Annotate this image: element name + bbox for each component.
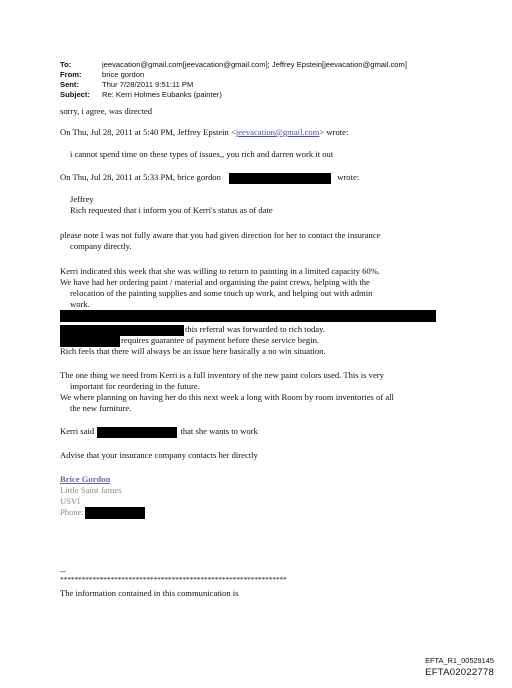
trailer-info: The information contained in this communication is — [60, 588, 239, 598]
redaction-block — [60, 336, 120, 347]
plan-line-1: We where planning on having her do this next week a long with Room by room inventories of all — [60, 392, 394, 402]
greeting: Jeffrey — [70, 194, 94, 204]
footer-id-2: EFTA02022778 — [425, 667, 494, 678]
redaction-block — [97, 427, 177, 438]
redaction-row — [60, 310, 436, 322]
reply-line: sorry, i agree, was directed — [60, 106, 153, 116]
rich-request: Rich requested that i inform you of Kerri's status as of date — [70, 205, 273, 215]
quote1-prefix: On Thu, Jul 28, 2011 at 5:40 PM, Jeffrey Epstein < — [60, 127, 236, 137]
referral-line — [60, 324, 325, 336]
phone-label: Phone: — [60, 507, 84, 517]
signature-name[interactable]: Brice Gordon — [60, 474, 111, 484]
sent-label: Sent: — [60, 80, 79, 89]
quote2-prefix: On Thu, Jul 28, 2011 at 5:33 PM, brice gordon — [60, 172, 221, 182]
guarantee-text: requires guarantee of payment before these service begin. — [121, 335, 320, 345]
kerri-line-2: We have had her ordering paint / material and organising the paint crews, helping with the — [60, 277, 370, 287]
from-label: From: — [60, 70, 82, 79]
quote2-header — [60, 172, 359, 184]
note-line-2: company directly. — [70, 241, 132, 251]
subject-value: Re: Kerri Holmes Eubanks (painter) — [102, 90, 222, 99]
kerri-said-line — [60, 426, 258, 438]
said-suffix: that she wants to work — [180, 426, 258, 436]
sent-value: Thur 7/28/2011 9:51:11 PM — [102, 80, 194, 89]
signature-org: Little Saint James — [60, 485, 122, 495]
plan-line-2: the new furniture. — [70, 403, 132, 413]
to-label: To: — [60, 60, 72, 69]
redaction-block — [60, 310, 436, 322]
trailer-dashes: -- — [60, 566, 66, 576]
redaction-block — [60, 325, 184, 336]
from-value: brice gordon — [102, 70, 145, 79]
kerri-line-1: Kerri indicated this week that she was willing to return to painting in a limited capacity 60%. — [60, 266, 381, 276]
guarantee-line — [60, 335, 319, 347]
quote1-text: i cannot spend time on these types of issues,, you rich and darren work it out — [70, 149, 334, 159]
subject-label: Subject: — [60, 90, 90, 99]
quote1-suffix: > wrote: — [319, 127, 349, 137]
trailer-stars: *************************************************************** — [60, 575, 287, 584]
said-prefix: Kerri said — [60, 426, 95, 436]
kerri-line-3: relocation of the painting supplies and some touch up work, and helping out with admin — [70, 288, 373, 298]
note-line-1: please note I was not fully aware that you had given direction for her to contact the insurance — [60, 230, 381, 240]
referral-text: this referral was forwarded to rich today. — [185, 324, 325, 334]
advise-line: Advise that your insurance company contacts her directly — [60, 450, 258, 460]
redaction-block — [229, 173, 331, 184]
need-line-2: important for reordering in the future. — [70, 381, 200, 391]
subject-row — [60, 90, 407, 100]
need-line-1: The one thing we need from Kerri is a full inventory of the new paint colors used. This is very — [60, 370, 384, 380]
redaction-block — [85, 507, 145, 519]
email-header — [60, 60, 407, 100]
to-value: jeevacation@gmail.com[jeevacation@gmail.com]; Jeffrey Epstein[jeevacation@gmail.com] — [102, 60, 407, 69]
kerri-line-4: work. — [70, 299, 90, 309]
quote1-email-link[interactable]: jeevacation@gmail.com — [235, 127, 320, 137]
to-row — [60, 60, 407, 70]
signature-phone — [60, 507, 145, 519]
rich-feels: Rich feels that there will always be an issue here basically a no win situation. — [60, 346, 326, 356]
from-row — [60, 70, 407, 80]
quote2-suffix: wrote: — [337, 172, 360, 182]
quote1-header — [60, 127, 348, 137]
sent-row — [60, 80, 407, 90]
signature-location: USVI — [60, 496, 81, 506]
footer-id-1: EFTA_R1_00529145 — [425, 656, 494, 665]
